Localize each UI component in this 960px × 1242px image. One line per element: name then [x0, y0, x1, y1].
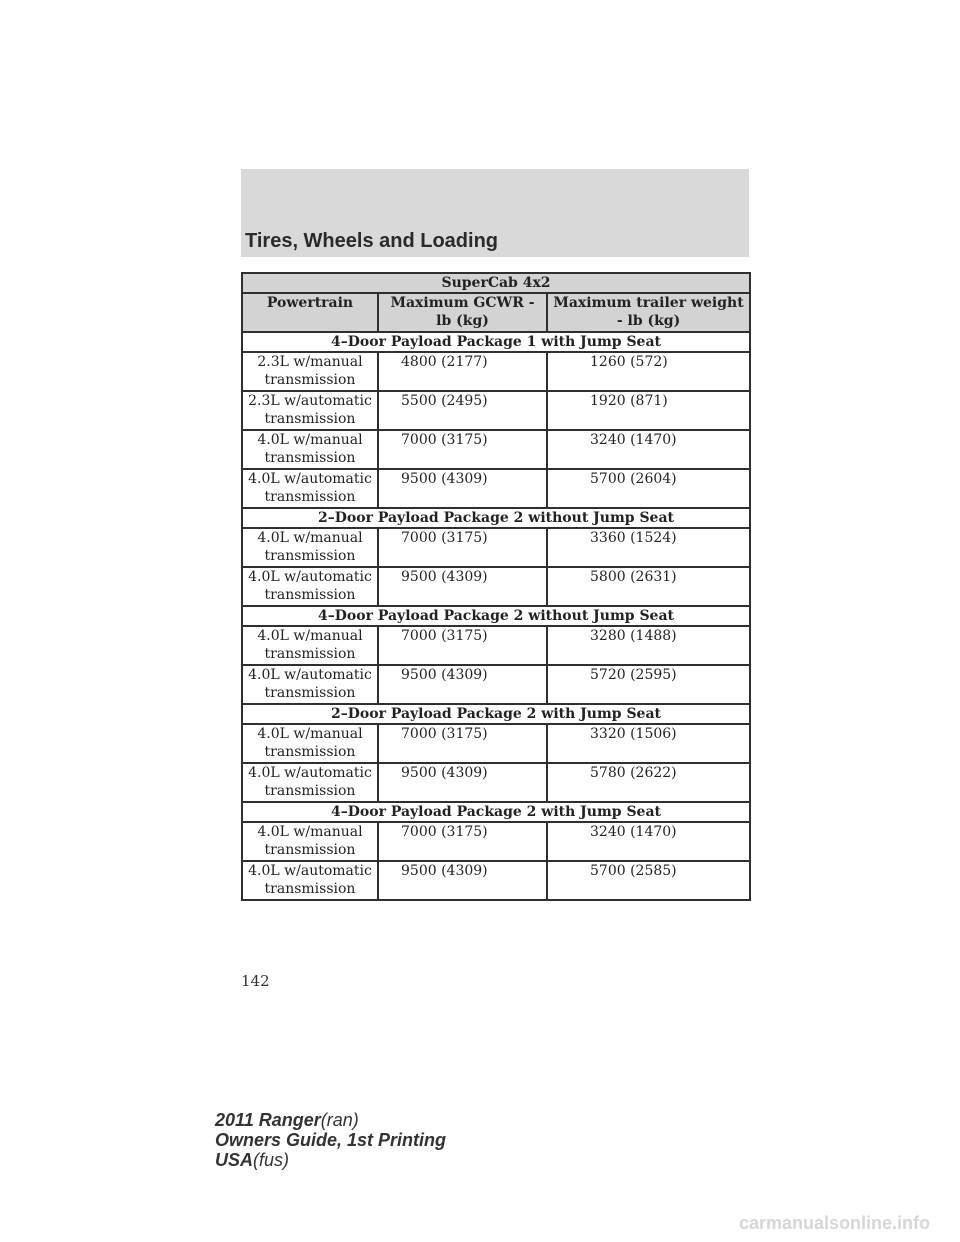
- table-row: [242, 469, 750, 508]
- trailer-weight-cell: 1920 (871): [547, 391, 750, 430]
- group-header-row: [242, 508, 750, 528]
- trailer-weight-cell: 5800 (2631): [547, 567, 750, 606]
- gcwr-cell: 4800 (2177): [378, 352, 547, 391]
- group-header-row: [242, 802, 750, 822]
- powertrain-cell: 4.0L w/automatic transmission: [242, 763, 378, 802]
- trailer-weight-cell: 3240 (1470): [547, 430, 750, 469]
- table-title: SuperCab 4x2: [242, 273, 750, 293]
- trailer-weight-cell: 5720 (2595): [547, 665, 750, 704]
- gcwr-cell: 5500 (2495): [378, 391, 547, 430]
- table-row: [242, 861, 750, 900]
- group-label: 4–Door Payload Package 2 without Jump Seat: [242, 606, 750, 626]
- gcwr-cell: 7000 (3175): [378, 724, 547, 763]
- gcwr-cell: 7000 (3175): [378, 430, 547, 469]
- powertrain-cell: 4.0L w/automatic transmission: [242, 567, 378, 606]
- footer-model: 2011 Ranger: [215, 1110, 321, 1130]
- footer-market: USA: [215, 1150, 254, 1170]
- table-row: [242, 391, 750, 430]
- column-header-powertrain: Powertrain: [242, 293, 378, 332]
- group-label: 4–Door Payload Package 2 with Jump Seat: [242, 802, 750, 822]
- gcwr-cell: 9500 (4309): [378, 861, 547, 900]
- powertrain-cell: 4.0L w/manual transmission: [242, 528, 378, 567]
- table-row: [242, 626, 750, 665]
- trailer-weight-cell: 3240 (1470): [547, 822, 750, 861]
- footer-line-3: [215, 1150, 446, 1170]
- table-row: [242, 567, 750, 606]
- section-header: [241, 169, 749, 257]
- page-number: 142: [241, 972, 270, 990]
- group-label: 4–Door Payload Package 1 with Jump Seat: [242, 332, 750, 352]
- trailer-weight-cell: 3360 (1524): [547, 528, 750, 567]
- gcwr-cell: 7000 (3175): [378, 822, 547, 861]
- table-body: [242, 332, 750, 900]
- powertrain-cell: 4.0L w/automatic transmission: [242, 469, 378, 508]
- document-footer: [215, 1110, 446, 1170]
- gcwr-cell: 9500 (4309): [378, 567, 547, 606]
- watermark-link[interactable]: carmanualsonline.info: [738, 1213, 930, 1233]
- table-row: [242, 528, 750, 567]
- powertrain-cell: 4.0L w/automatic transmission: [242, 861, 378, 900]
- table-row: [242, 665, 750, 704]
- powertrain-cell: 2.3L w/automatic transmission: [242, 391, 378, 430]
- table-row: [242, 763, 750, 802]
- trailer-weight-cell: 3280 (1488): [547, 626, 750, 665]
- footer-market-code: (fus): [253, 1150, 290, 1170]
- column-header-trailer-weight: Maximum trailer weight - lb (kg): [547, 293, 750, 332]
- footer-line-2: Owners Guide, 1st Printing: [215, 1130, 447, 1150]
- towing-spec-table: [241, 272, 751, 901]
- footer-line-1: [215, 1110, 446, 1130]
- trailer-weight-cell: 5780 (2622): [547, 763, 750, 802]
- group-header-row: [242, 606, 750, 626]
- gcwr-cell: 9500 (4309): [378, 665, 547, 704]
- group-header-row: [242, 332, 750, 352]
- gcwr-cell: 7000 (3175): [378, 528, 547, 567]
- gcwr-cell: 9500 (4309): [378, 763, 547, 802]
- table-row: [242, 822, 750, 861]
- section-title: Tires, Wheels and Loading: [245, 230, 499, 252]
- trailer-weight-cell: 5700 (2604): [547, 469, 750, 508]
- trailer-weight-cell: 1260 (572): [547, 352, 750, 391]
- column-header-gcwr: Maximum GCWR - lb (kg): [378, 293, 547, 332]
- table-row: [242, 352, 750, 391]
- powertrain-cell: 4.0L w/manual transmission: [242, 430, 378, 469]
- powertrain-cell: 4.0L w/manual transmission: [242, 822, 378, 861]
- powertrain-cell: 2.3L w/manual transmission: [242, 352, 378, 391]
- table-row: [242, 430, 750, 469]
- group-header-row: [242, 704, 750, 724]
- powertrain-cell: 4.0L w/automatic transmission: [242, 665, 378, 704]
- trailer-weight-cell: 5700 (2585): [547, 861, 750, 900]
- gcwr-cell: 7000 (3175): [378, 626, 547, 665]
- trailer-weight-cell: 3320 (1506): [547, 724, 750, 763]
- powertrain-cell: 4.0L w/manual transmission: [242, 626, 378, 665]
- group-label: 2–Door Payload Package 2 with Jump Seat: [242, 704, 750, 724]
- group-label: 2–Door Payload Package 2 without Jump Seat: [242, 508, 750, 528]
- table-row: [242, 724, 750, 763]
- powertrain-cell: 4.0L w/manual transmission: [242, 724, 378, 763]
- footer-model-code: (ran): [320, 1110, 359, 1130]
- gcwr-cell: 9500 (4309): [378, 469, 547, 508]
